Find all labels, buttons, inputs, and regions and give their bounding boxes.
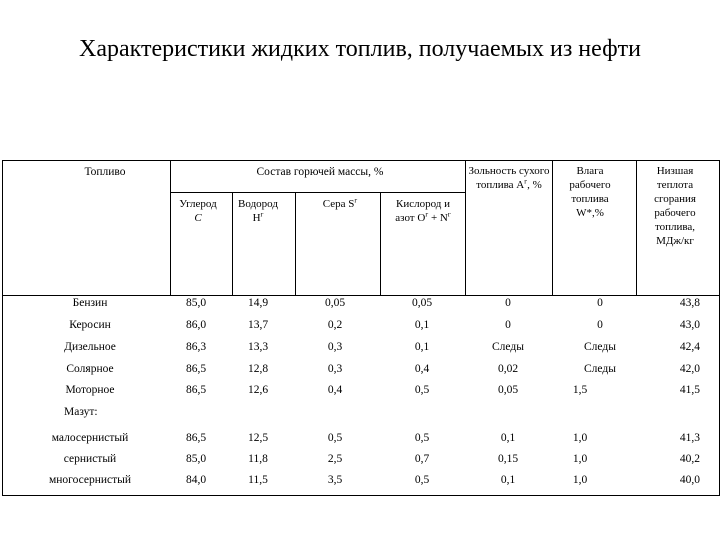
cell-h: 13,3 xyxy=(247,341,269,353)
cell-w: Следы xyxy=(584,341,616,353)
cell-h: 11,5 xyxy=(248,474,268,486)
cell-o: 0,5 xyxy=(414,432,430,444)
cell-w: 1,0 xyxy=(572,432,588,444)
cell-ash: 0,05 xyxy=(497,384,519,396)
header-oxygen-label: Кислород и xyxy=(395,198,450,210)
cell-o: 0,5 xyxy=(414,474,430,486)
header-moisture-symbol: W*,% xyxy=(576,207,604,219)
cell-c: 86,5 xyxy=(185,384,207,396)
header-hydrogen-sup: г xyxy=(260,210,264,219)
header-carbon xyxy=(170,197,226,225)
header-nitrogen-symbol: + N xyxy=(430,212,448,224)
col-divider-w xyxy=(636,160,637,295)
cell-name: малосернистый xyxy=(51,432,129,444)
cell-c: 86,5 xyxy=(185,432,207,444)
header-nitrogen-sup: г xyxy=(447,210,451,219)
cell-h: 14,9 xyxy=(247,297,269,309)
header-carbon-label: Углерод xyxy=(179,198,217,210)
header-sulfur-sup: г xyxy=(354,196,358,205)
cell-w: 1,5 xyxy=(572,384,588,396)
page-title: Характеристики жидких топлив, получаемых из нефти xyxy=(79,36,641,62)
cell-ash: 0,1 xyxy=(500,432,516,444)
cell-q: 42,4 xyxy=(679,341,700,353)
cell-name: многосернистый xyxy=(48,474,132,486)
cell-name: Мазут: xyxy=(64,406,98,418)
header-moisture-label: Влага рабочего топлива xyxy=(569,165,611,205)
cell-name: Солярное xyxy=(66,363,114,375)
cell-s: 0,2 xyxy=(327,319,343,331)
cell-q: 41,3 xyxy=(679,432,700,444)
cell-q: 41,5 xyxy=(679,384,700,396)
table-border-bottom xyxy=(2,495,720,496)
header-composition: Состав горючей массы, % xyxy=(256,166,384,178)
cell-w: 0 xyxy=(597,319,603,331)
cell-ash: 0,02 xyxy=(497,363,519,375)
cell-c: 86,0 xyxy=(185,319,207,331)
cell-name: Керосин xyxy=(69,319,111,331)
header-heat: Низшая теплота сгорания рабочего топлива, МДж/кг xyxy=(654,165,696,247)
cell-c: 84,0 xyxy=(185,474,207,486)
cell-h: 12,5 xyxy=(247,432,269,444)
cell-s: 0,3 xyxy=(327,363,343,375)
cell-o: 0,4 xyxy=(414,363,430,375)
cell-q: 40,0 xyxy=(679,474,700,486)
cell-c: 86,3 xyxy=(185,341,207,353)
cell-name: Дизельное xyxy=(64,341,116,353)
cell-s: 0,5 xyxy=(327,432,343,444)
cell-s: 0,05 xyxy=(324,297,346,309)
header-ash-suffix: , % xyxy=(527,179,542,191)
cell-o: 0,05 xyxy=(411,297,433,309)
header-hydrogen-label: Водород xyxy=(238,198,278,210)
cell-c: 86,5 xyxy=(185,363,207,375)
cell-q: 43,0 xyxy=(679,319,700,331)
cell-h: 11,8 xyxy=(248,453,268,465)
cell-o: 0,7 xyxy=(414,453,430,465)
header-divider xyxy=(2,295,720,296)
cell-ash: Следы xyxy=(492,341,524,353)
cell-q: 43,8 xyxy=(679,297,700,309)
cell-name: Моторное xyxy=(65,384,115,396)
header-sulfur-label: Сера S xyxy=(322,198,355,210)
col-divider-fuel xyxy=(170,160,171,295)
table-border-top xyxy=(2,160,720,161)
header-oxygen-sup: г xyxy=(425,210,429,219)
col-divider-s xyxy=(380,192,381,295)
cell-c: 85,0 xyxy=(185,453,207,465)
cell-s: 2,5 xyxy=(327,453,343,465)
header-sulfur xyxy=(300,197,380,211)
cell-h: 12,6 xyxy=(247,384,269,396)
cell-ash: 0 xyxy=(505,319,511,331)
header-ash-sup: г xyxy=(524,177,528,186)
subheader-divider xyxy=(170,192,465,193)
header-hydrogen-symbol: H xyxy=(252,212,261,224)
header-ash-label: Зольность сухого топлива A xyxy=(468,165,550,191)
cell-s: 0,3 xyxy=(327,341,343,353)
cell-q: 40,2 xyxy=(679,453,700,465)
cell-w: 1,0 xyxy=(572,474,588,486)
cell-c: 85,0 xyxy=(185,297,207,309)
cell-name: сернистый xyxy=(63,453,117,465)
cell-w: 1,0 xyxy=(572,453,588,465)
header-fuel: Топливо xyxy=(84,166,126,178)
cell-ash: 0,1 xyxy=(500,474,516,486)
cell-o: 0,1 xyxy=(414,319,430,331)
header-ash xyxy=(466,164,552,192)
cell-o: 0,1 xyxy=(414,341,430,353)
table-border-left xyxy=(2,160,3,496)
cell-w: 0 xyxy=(597,297,603,309)
cell-name: Бензин xyxy=(72,297,108,309)
cell-ash: 0,15 xyxy=(497,453,519,465)
header-carbon-symbol: C xyxy=(194,212,202,224)
header-oxygen xyxy=(382,197,464,225)
cell-o: 0,5 xyxy=(414,384,430,396)
cell-h: 13,7 xyxy=(247,319,269,331)
cell-s: 0,4 xyxy=(327,384,343,396)
cell-q: 42,0 xyxy=(679,363,700,375)
col-divider-h xyxy=(295,192,296,295)
cell-ash: 0 xyxy=(505,297,511,309)
header-oxygen-symbol: азот O xyxy=(395,212,426,224)
header-moisture xyxy=(555,164,625,220)
cell-s: 3,5 xyxy=(327,474,343,486)
header-hydrogen xyxy=(232,197,284,225)
col-divider-ash xyxy=(552,160,553,295)
cell-h: 12,8 xyxy=(247,363,269,375)
cell-w: Следы xyxy=(584,363,616,375)
